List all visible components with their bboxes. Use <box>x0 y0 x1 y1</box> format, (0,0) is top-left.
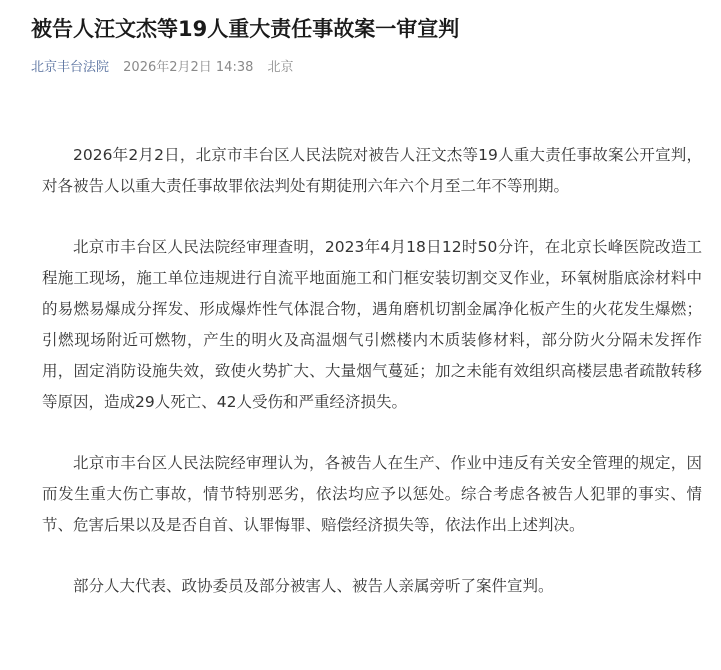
location-label: 北京 <box>267 60 294 75</box>
paragraph: 2026年2月2日，北京市丰台区人民法院对被告人汪文杰等19人重大责任事故案公开宣判，对各被告人以重大责任事故罪依法判处有期徒刑六年六个月至二年不等刑期。 <box>42 146 702 195</box>
publish-time: 2026年2月2日 14:38 <box>123 60 254 75</box>
source-link[interactable]: 北京丰台法院 <box>31 60 110 75</box>
article-meta <box>31 58 294 78</box>
paragraph: 部分人大代表、政协委员及部分被害人、被告人亲属旁听了案件宣判。 <box>73 577 554 595</box>
paragraph: 北京市丰台区人民法院经审理查明，2023年4月18日12时50分许，在北京长峰医院改造工程施工现场，施工单位违规进行自流平地面施工和门框安装切割交叉作业，环氧树脂底涂材料中的易燃易爆成分挥发、形成爆炸性气体混合物，遇角磨机切割金属净化板产生的火花发生爆燃；引燃现场附近可燃物，产生的明火及高温烟气引燃楼内木质装修材料，部分防火分隔未发挥作用，固定消防设施失效，致使火势扩大、大量烟气蔓延；加之未能有效组织高楼层患者疏散转移等原因，造成29人死亡、42人受伤和严重经济损失。 <box>42 238 702 411</box>
article-body <box>42 140 702 632</box>
paragraph: 北京市丰台区人民法院经审理认为，各被告人在生产、作业中违反有关安全管理的规定，因而发生重大伤亡事故，情节特别恶劣，依法均应予以惩处。综合考虑各被告人犯罪的事实、情节、危害后果以及是否自首、认罪悔罪、赔偿经济损失等，依法作出上述判决。 <box>42 454 702 534</box>
article-title: 被告人汪文杰等19人重大责任事故案一审宣判 <box>31 17 460 41</box>
